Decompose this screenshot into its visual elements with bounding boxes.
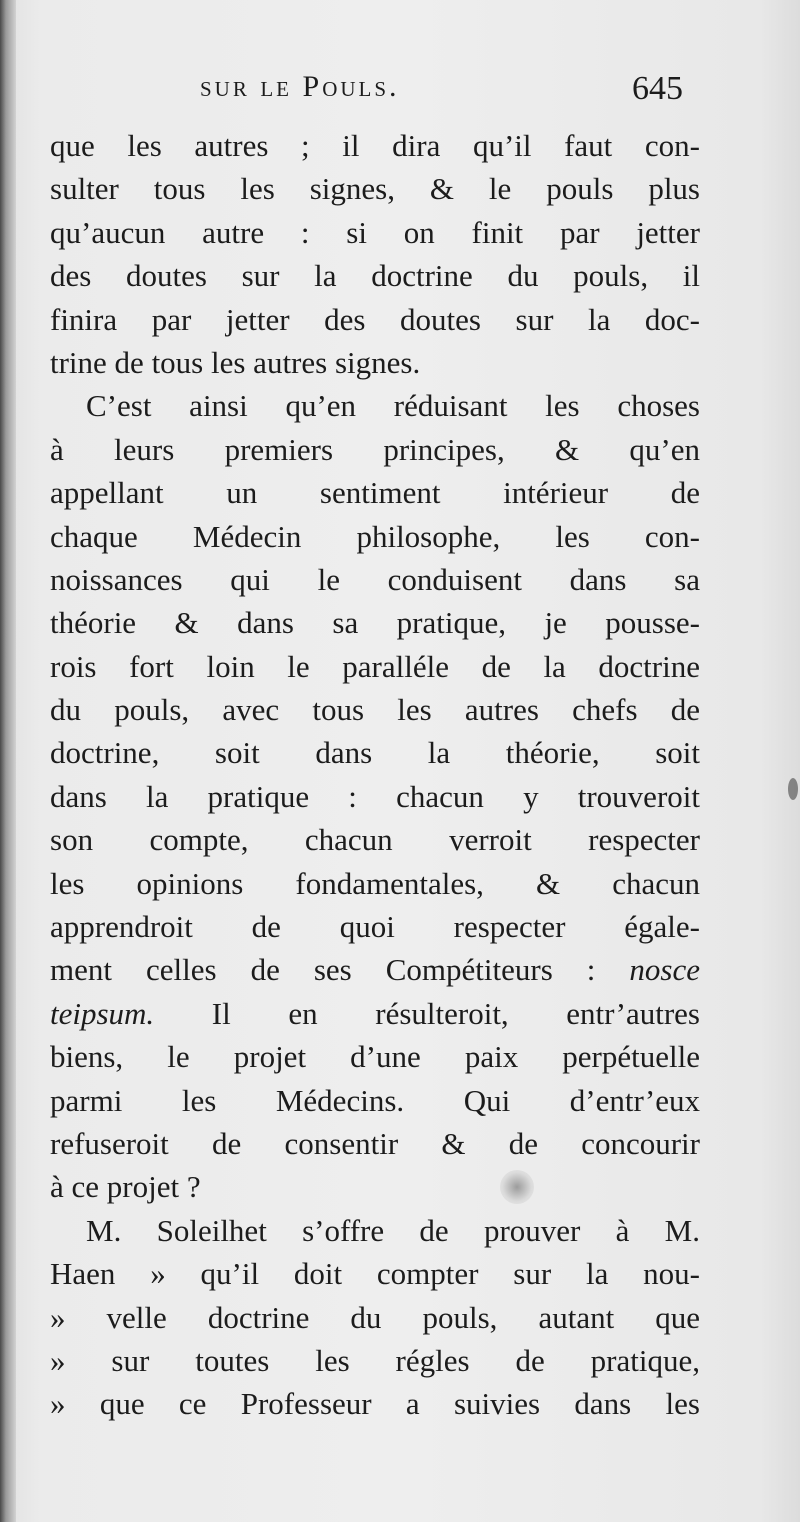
text-line-10: chaque Médecin philosophe, les con- <box>50 518 700 554</box>
text-line-9: appellant un sentiment intérieur de <box>50 475 700 511</box>
text-line-21: teipsum. Il en résulteroit, entr’autres <box>50 995 700 1031</box>
text-line-27: Haen » qu’il doit compter sur la nou- <box>50 1256 700 1292</box>
edge-mark <box>788 778 798 800</box>
text-line-11: noissances qui le conduisent dans sa <box>50 561 700 597</box>
text-line-1: que les autres ; il dira qu’il faut con- <box>50 128 700 163</box>
text-line-20: ment celles de ses Compétiteurs : nosce <box>50 952 700 988</box>
text-line-2: sulter tous les signes, & le pouls plus <box>50 171 700 207</box>
text-line-4: des doutes sur la doctrine du pouls, il <box>50 258 700 294</box>
text-line-12: théorie & dans sa pratique, je pousse- <box>50 605 700 641</box>
paper-stain <box>500 1170 534 1204</box>
page-header <box>0 70 800 116</box>
text-line-23: parmi les Médecins. Qui d’entr’eux <box>50 1082 700 1118</box>
text-line-15: doctrine, soit dans la théorie, soit <box>50 735 700 771</box>
text-line-19: apprendroit de quoi respecter égale- <box>50 909 700 945</box>
italic-phrase: teipsum. <box>50 995 155 1031</box>
text-line-17: son compte, chacun verroit respecter <box>50 822 700 858</box>
text-line-13: rois fort loin le paralléle de la doctrine <box>50 648 700 684</box>
text-line-14: du pouls, avec tous les autres chefs de <box>50 692 700 728</box>
text-line-24: refuseroit de consentir & de concourir <box>50 1125 700 1161</box>
text-line-26: M. Soleilhet s’offre de prouver à M. <box>86 1212 700 1248</box>
text-line-30: » que ce Professeur a suivies dans les <box>50 1386 700 1422</box>
page-number: 645 <box>632 70 683 107</box>
text-line-18: les opinions fondamentales, & chacun <box>50 865 700 901</box>
text-line-25: à ce projet ? <box>50 1169 201 1205</box>
text-line-6: trine de tous les autres signes. <box>50 344 421 380</box>
body-text <box>50 124 700 1426</box>
page-gutter <box>0 0 16 1522</box>
text-line-7: C’est ainsi qu’en réduisant les choses <box>86 388 700 424</box>
text-line-22: biens, le projet d’une paix perpétuelle <box>50 1039 700 1075</box>
text-line-29: » sur toutes les régles de pratique, <box>50 1342 700 1378</box>
running-head: sur le Pouls. <box>200 70 400 103</box>
text-line-8: à leurs premiers principes, & qu’en <box>50 431 700 467</box>
text-line-28: » velle doctrine du pouls, autant que <box>50 1299 700 1335</box>
text-line-3: qu’aucun autre : si on finit par jetter <box>50 214 700 250</box>
italic-phrase: nosce <box>629 952 700 988</box>
text-line-16: dans la pratique : chacun y trouveroit <box>50 778 700 814</box>
text-line-5: finira par jetter des doutes sur la doc- <box>50 301 700 337</box>
